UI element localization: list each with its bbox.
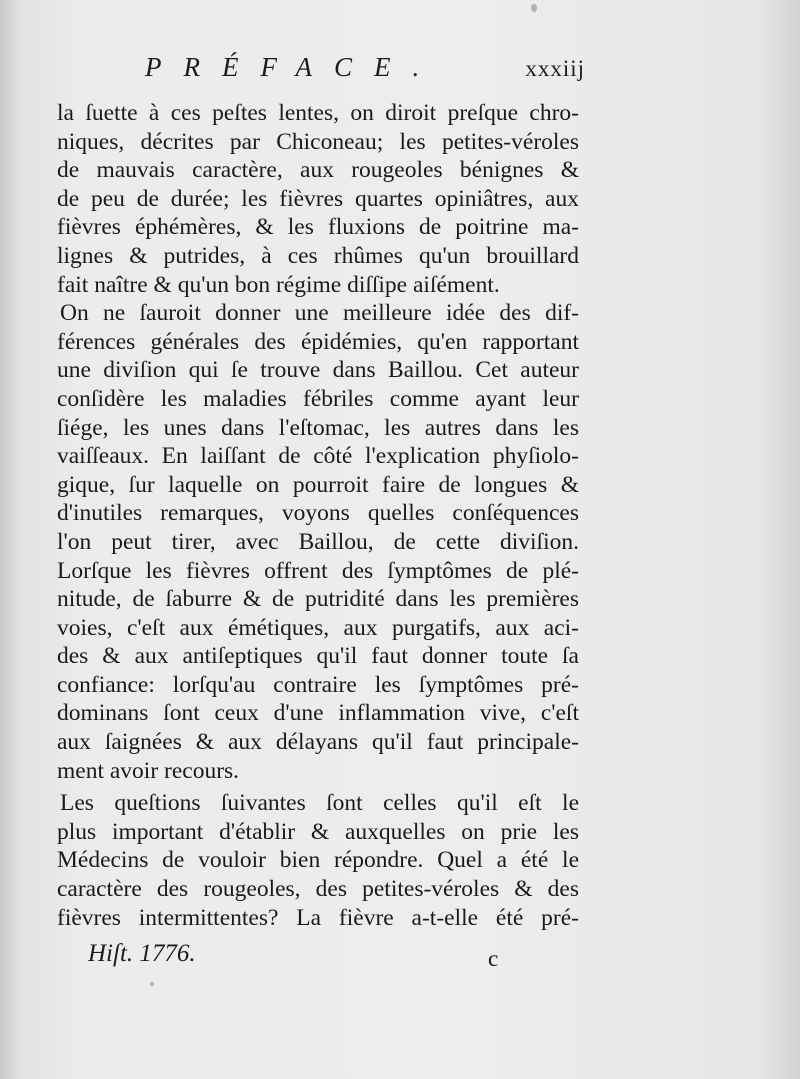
text-line: une diviſion qui ſe trouve dans Baillou. Cet auteur bbox=[57, 357, 579, 384]
running-title: PRÉFACE. bbox=[145, 52, 442, 82]
text-line: niques, décrites par Chiconeau; les petites-véroles bbox=[57, 128, 579, 155]
body-text bbox=[57, 99, 579, 932]
page-number: xxxiij bbox=[525, 56, 585, 81]
text-line: fièvres éphémères, & les fluxions de poitrine ma- bbox=[57, 214, 579, 241]
signature-letter: c bbox=[488, 946, 499, 971]
text-line: de mauvais caractère, aux rougeoles bénignes & bbox=[57, 157, 579, 184]
text-line: la ſuette à ces peſtes lentes, on diroit preſque chro- bbox=[57, 100, 579, 126]
text-line: l'on peut tirer, avec Baillou, de cette diviſion. bbox=[57, 528, 579, 555]
page-footer bbox=[88, 940, 508, 980]
text-line: Médecins de vouloir bien répondre. Quel a été le bbox=[57, 847, 579, 874]
text-line: des & aux antiſeptiques qu'il faut donner toute ſa bbox=[57, 643, 579, 670]
text-line: voies, c'eſt aux émétiques, aux purgatifs, aux aci- bbox=[57, 614, 579, 641]
text-line: de peu de durée; les fièvres quartes opiniâtres, aux bbox=[57, 185, 579, 212]
text-line: conſidère les maladies fébriles comme ayant leur bbox=[57, 385, 579, 412]
text-line: aux ſaignées & aux délayans qu'il faut principale- bbox=[57, 729, 579, 756]
signature-mark: Hiſt. 1776. bbox=[88, 940, 196, 967]
ink-speck bbox=[150, 982, 154, 986]
text-line: d'inutiles remarques, voyons quelles conſéquences bbox=[57, 500, 579, 527]
text-line: Les queſtions ſuivantes ſont celles qu'il eſt le bbox=[60, 790, 579, 817]
text-line: plus important d'établir & auxquelles on prie les bbox=[57, 818, 579, 845]
text-line: vaiſſeaux. En laiſſant de côté l'explication phyſiolo- bbox=[57, 443, 579, 470]
page-header bbox=[145, 52, 585, 92]
text-line: confiance: lorſqu'au contraire les ſymptômes pré- bbox=[57, 671, 579, 698]
text-line: ſiége, les unes dans l'eſtomac, les autres dans les bbox=[57, 414, 579, 441]
text-line: lignes & putrides, à ces rhûmes qu'un brouillard bbox=[57, 242, 579, 269]
text-line: ment avoir recours. bbox=[57, 757, 240, 784]
ink-speck bbox=[531, 4, 537, 12]
text-line: caractère des rougeoles, des petites-véroles & des bbox=[57, 876, 579, 903]
text-line: On ne ſauroit donner une meilleure idée des dif- bbox=[60, 300, 579, 327]
text-line: Lorſque les fièvres offrent des ſymptômes de plé- bbox=[57, 557, 579, 584]
text-line: fait naître & qu'un bon régime diſſipe aiſément. bbox=[57, 271, 500, 298]
text-line: nitude, de ſaburre & de putridité dans les premières bbox=[57, 586, 579, 613]
text-line: fièvres intermittentes? La fièvre a-t-elle été pré- bbox=[57, 904, 579, 931]
text-line: gique, ſur laquelle on pourroit faire de longues & bbox=[57, 471, 579, 498]
text-line: férences générales des épidémies, qu'en rapportant bbox=[57, 328, 579, 355]
text-line: dominans ſont ceux d'une inflammation vive, c'eſt bbox=[57, 700, 579, 727]
